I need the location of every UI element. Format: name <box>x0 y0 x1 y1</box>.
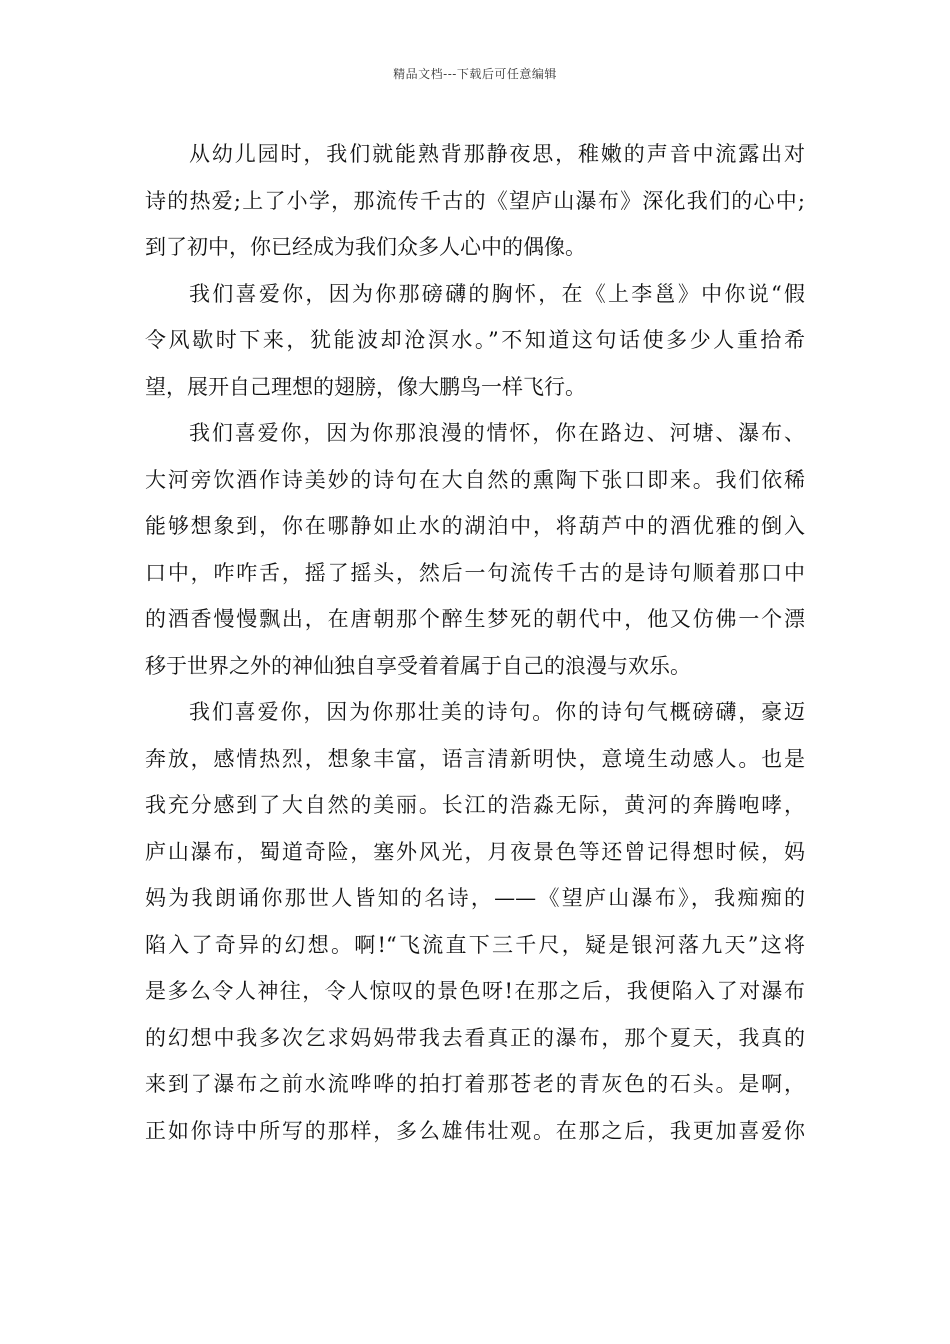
text-line: 大河旁饮酒作诗美妙的诗句在大自然的熏陶下张口即来。我们依稀 <box>145 467 805 492</box>
text-line: 我充分感到了大自然的美丽。长江的浩淼无际，黄河的奔腾咆哮， <box>145 793 805 817</box>
paragraph <box>145 689 805 1154</box>
text-line: 的酒香慢慢飘出，在唐朝那个醉生梦死的朝代中，他又仿佛一个漂 <box>145 607 805 631</box>
text-line: 来到了瀑布之前水流哗哗的拍打着那苍老的青灰色的石头。是啊， <box>145 1072 805 1096</box>
text-line: 正如你诗中所写的那样，多么雄伟壮观。在那之后，我更加喜爱你 <box>145 1118 805 1143</box>
text-line: 是多么令人神往，令人惊叹的景色呀!在那之后，我便陷入了对瀑布 <box>145 979 805 1003</box>
text-line: 能够想象到，你在哪静如止水的湖泊中，将葫芦中的酒优雅的倒入 <box>145 514 805 538</box>
text-line: 诗的热爱;上了小学，那流传千古的《望庐山瀑布》深化我们的心中; <box>145 188 805 213</box>
text-line: 陷入了奇异的幻想。啊!“飞流直下三千尺，疑是银河落九天”这将 <box>145 932 805 957</box>
document-body <box>145 131 805 1154</box>
page-header: 精品文档---下载后可任意编辑 <box>393 67 557 81</box>
text-line: 望，展开自己理想的翅膀，像大鹏鸟一样飞行。 <box>145 374 586 399</box>
paragraph <box>145 271 805 411</box>
text-line: 口中，咋咋舌，摇了摇头，然后一句流传千古的是诗句顺着那口中 <box>145 560 805 585</box>
paragraph <box>145 410 805 689</box>
text-line: 到了初中，你已经成为我们众多人心中的偶像。 <box>145 235 586 259</box>
text-line: 的幻想中我多次乞求妈妈带我去看真正的瀑布，那个夏天，我真的 <box>145 1025 805 1050</box>
text-line: 妈为我朗诵你那世人皆知的名诗，——《望庐山瀑布》，我痴痴的 <box>145 886 805 910</box>
text-line: 令风歇时下来，犹能波却沧溟水。”不知道这句话使多少人重拾希 <box>145 328 805 352</box>
text-line: 我们喜爱你，因为你那浪漫的情怀，你在路边、河塘、瀑布、 <box>189 421 805 445</box>
paragraph <box>145 131 805 271</box>
text-line: 庐山瀑布，蜀道奇险，塞外风光，月夜景色等还曾记得想时候，妈 <box>145 839 805 864</box>
text-line: 我们喜爱你，因为你那磅礴的胸怀，在《上李邕》中你说“假 <box>189 281 805 306</box>
text-line: 奔放，感情热烈，想象丰富，语言清新明快，意境生动感人。也是 <box>145 746 805 771</box>
text-line: 移于世界之外的神仙独自享受着着属于自己的浪漫与欢乐。 <box>145 653 691 678</box>
text-line: 我们喜爱你，因为你那壮美的诗句。你的诗句气概磅礴，豪迈 <box>189 700 805 724</box>
text-line: 从幼儿园时，我们就能熟背那静夜思，稚嫩的声音中流露出对 <box>189 142 805 166</box>
